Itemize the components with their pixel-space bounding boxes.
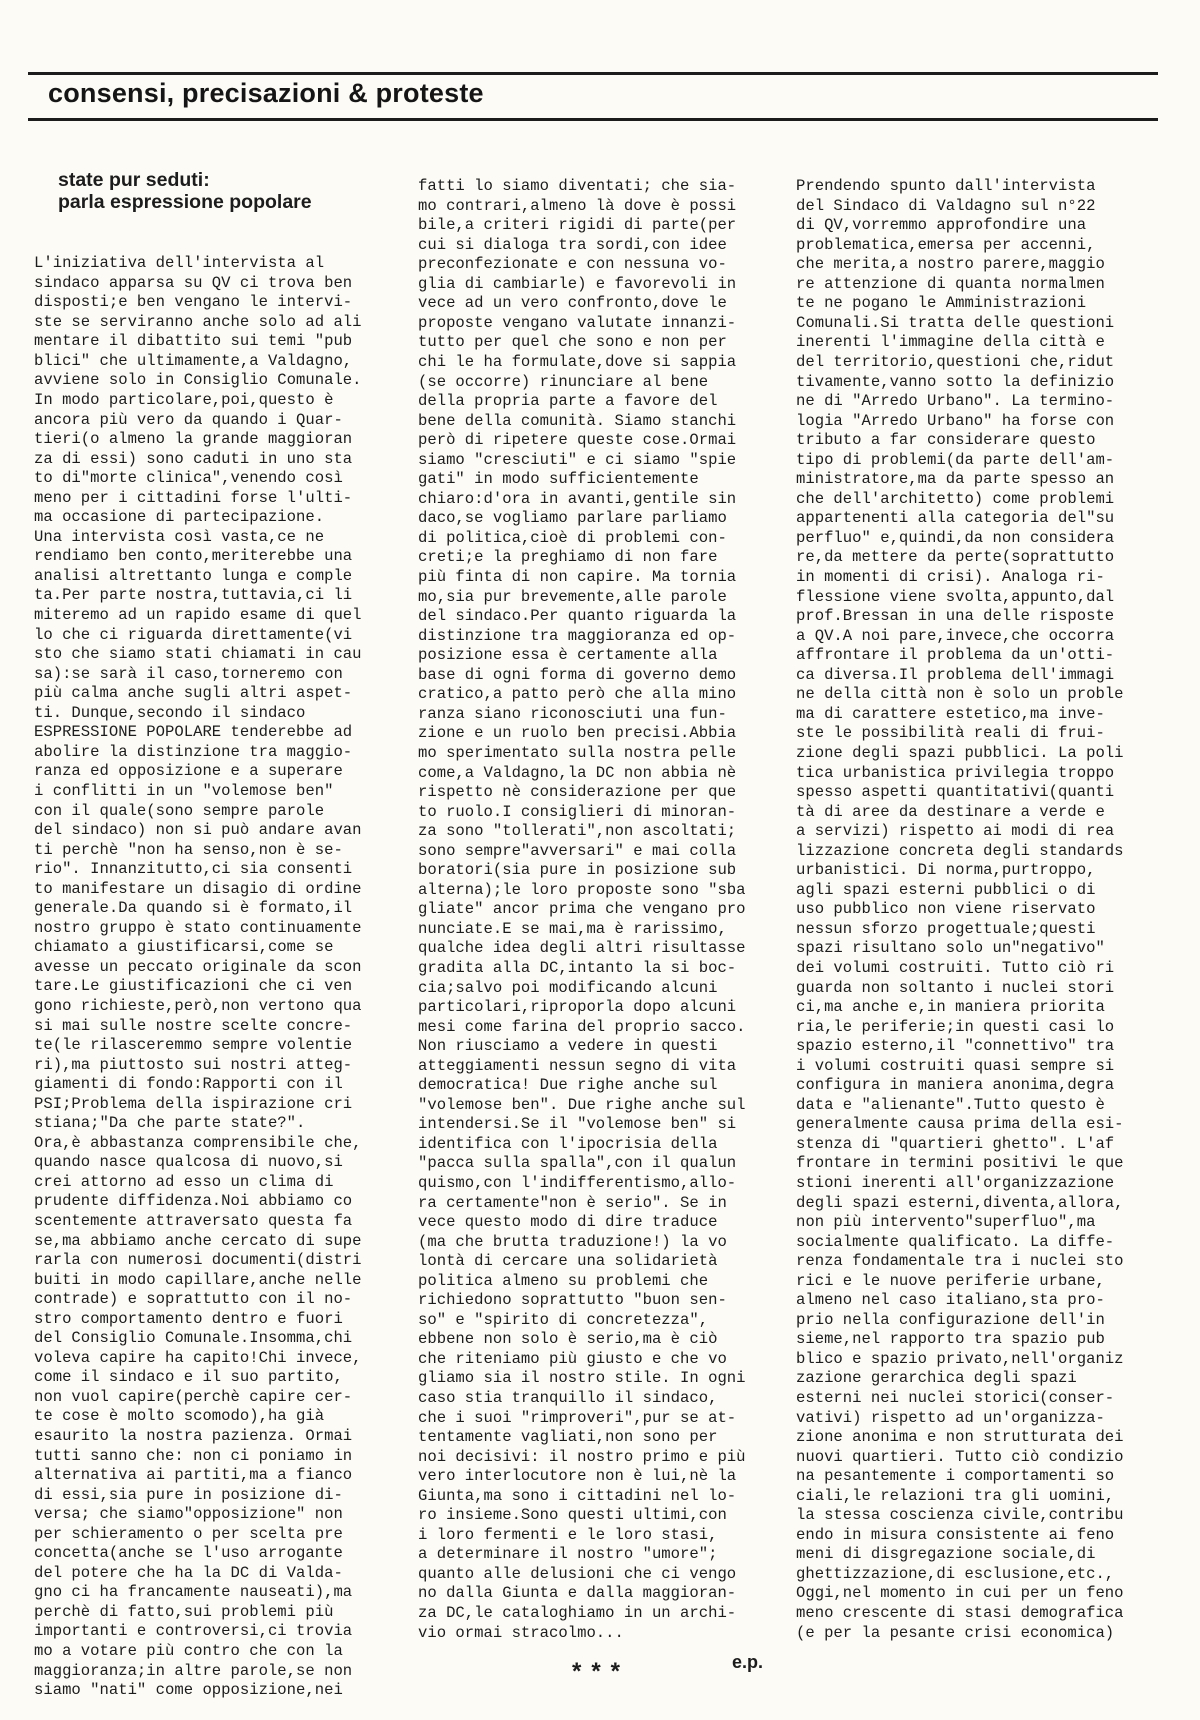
- column-3-line: ne della città non è solo un proble: [796, 685, 1124, 704]
- column-1-line: to di"morte clinica",venendo così: [34, 469, 343, 488]
- column-2: [418, 138, 746, 1663]
- column-2-line: to ruolo.I consiglieri di minoran-: [418, 802, 737, 821]
- column-2-line: vero interlocutore non è lui,nè la: [418, 1467, 737, 1486]
- column-2-line: ro insieme.Sono questi ultimi,con: [418, 1506, 727, 1525]
- column-3-line: almeno nel caso italiano,sta pro-: [796, 1291, 1105, 1310]
- column-2-line: cratico,a patto però che alla mino: [418, 685, 737, 704]
- column-1-line: del potere che ha la DC di Valda-: [34, 1563, 343, 1582]
- column-1-line: del sindaco) non si può andare avan: [34, 821, 362, 840]
- column-1-line: con il quale(sono sempre parole: [34, 801, 325, 820]
- column-3-line: tà di aree da destinare a verde e: [796, 802, 1105, 821]
- column-1-line: importanti e controversi,ci trovia: [34, 1622, 353, 1641]
- column-3-line: data e "alienante".Tutto questo è: [796, 1095, 1105, 1114]
- column-2-line: nunciate.E se mai,ma è rarissimo,: [418, 919, 727, 938]
- column-3-line: sieme,nel rapporto tra spazio pub: [796, 1330, 1105, 1349]
- column-1-line: sindaco apparsa su QV ci trova ben: [34, 273, 353, 292]
- column-3-line: del Sindaco di Valdagno sul n°22: [796, 196, 1096, 215]
- column-1-line: ranza ed opposizione e a superare: [34, 762, 343, 781]
- column-3-line: generalmente causa prima della esi-: [796, 1115, 1124, 1134]
- column-2-line: quismo,con l'indifferentismo,allo-: [418, 1173, 737, 1192]
- column-1-line: Una intervista così vasta,ce ne: [34, 527, 325, 546]
- column-1-line: te(le rilasceremmo sempre volentie: [34, 1036, 353, 1055]
- column-2-line: gliate" ancor prima che vengano pro: [418, 900, 746, 919]
- column-2-line: (se occorre) rinunciare al bene: [418, 372, 709, 391]
- column-2-line: Giunta,ma sono i cittadini nel lo-: [418, 1486, 737, 1505]
- column-2-line: particolari,riproporla dopo alcuni: [418, 998, 737, 1017]
- column-3-line: i volumi costruiti quasi sempre si: [796, 1056, 1115, 1075]
- column-3-line: prof.Bressan in una delle risposte: [796, 607, 1115, 626]
- column-3-line: Comunali.Si tratta delle questioni: [796, 313, 1115, 332]
- column-1-line: del Consiglio Comunale.Insomma,chi: [34, 1329, 353, 1348]
- column-2-line: qualche idea degli altri risultasse: [418, 939, 746, 958]
- column-2-body: [418, 177, 746, 1643]
- column-2-line: vece questo modo di dire traduce: [418, 1213, 718, 1232]
- column-1-line: chiamato a giustificarsi,come se: [34, 938, 334, 957]
- column-2-line: creti;e la preghiamo di non fare: [418, 548, 718, 567]
- column-1-line: maggioranza;in altre parole,se non: [34, 1661, 353, 1680]
- column-3-line: frontare in termini positivi le que: [796, 1154, 1124, 1173]
- column-3-line: spesso aspetti quantitativi(quanti: [796, 783, 1115, 802]
- column-3-line: configura in maniera anonima,degra: [796, 1076, 1115, 1095]
- author-signature: e.p.: [732, 1652, 764, 1672]
- column-3-line: lizzazione concreta degli standards: [796, 841, 1124, 860]
- column-1-line: miteremo ad un rapido esame di quel: [34, 606, 362, 625]
- column-3-line: appartenenti alla categoria del"su: [796, 509, 1115, 528]
- column-1-line: esaurito la nostra pazienza. Ormai: [34, 1427, 353, 1445]
- column-2-line: gati" in modo sufficientemente: [418, 470, 699, 489]
- column-3-line: logia "Arredo Urbano" ha forse con: [796, 411, 1115, 430]
- column-2-line: vio ormai stracolmo...: [418, 1623, 624, 1642]
- column-1-line: sto che siamo stati chiamati in cau: [34, 645, 362, 664]
- column-3-line: endo in misura consistente ai feno: [796, 1525, 1115, 1544]
- column-1-line: avviene solo in Consiglio Comunale.: [34, 371, 362, 390]
- column-2-line: distinzione tra maggioranza ed op-: [418, 626, 737, 645]
- column-3-line: ci,ma anche e,in maniera priorita: [796, 998, 1105, 1017]
- column-1-line: si mai sulle nostre scelte concre-: [34, 1016, 353, 1035]
- column-1-line: contrade) e soprattutto con il no-: [34, 1290, 353, 1309]
- title-rule: [28, 118, 1158, 121]
- column-2-line: della propria parte a favore del: [418, 392, 718, 411]
- column-2-line: mo contrari,almeno là dove è possi: [418, 196, 737, 215]
- column-3-line: ste le possibilità reali di frui-: [796, 724, 1105, 743]
- column-2-line: cia;salvo poi modificando alcuni: [418, 978, 718, 997]
- column-1-line: mo a votare più contro che con la: [34, 1642, 343, 1661]
- column-2-line: preconfezionate e con nessuna vo-: [418, 255, 727, 274]
- column-1-line: gono richieste,però,non vertono qua: [34, 996, 362, 1015]
- column-3-line: di QV,vorremmo approfondire una: [796, 216, 1087, 235]
- column-1-line: rendiamo ben conto,meriterebbe una: [34, 547, 353, 566]
- column-2-line: richiedono soprattutto "buon sen-: [418, 1291, 727, 1310]
- section-title: consensi, precisazioni & proteste: [48, 78, 484, 108]
- column-3-line: nessun sforzo progettuale;questi: [796, 919, 1096, 938]
- column-2-line: (ma che brutta traduzione!) la vo: [418, 1232, 727, 1251]
- column-3-line: nuovi quartieri. Tutto ciò condizio: [796, 1447, 1124, 1466]
- column-3-line: a servizi) rispetto ai modi di rea: [796, 822, 1115, 841]
- article-title-line-1: state pur seduti:: [58, 169, 210, 192]
- column-1-line: quando nasce qualcosa di nuovo,si: [34, 1153, 343, 1172]
- column-2-line: noi decisivi: il nostro primo e più: [418, 1447, 746, 1466]
- column-3-line: rici e le nuove periferie urbane,: [796, 1271, 1105, 1290]
- column-3-line: uso pubblico non viene riservato: [796, 900, 1096, 919]
- end-of-article-stars: ***: [572, 1658, 631, 1685]
- column-3-line: del territorio,questioni che,ridut: [796, 353, 1115, 372]
- column-1-line: per schieramento o per scelta pre: [34, 1524, 343, 1543]
- column-3-line: dei volumi costruiti. Tutto ciò ri: [796, 958, 1115, 977]
- column-2-line: chiaro:d'ora in avanti,gentile sin: [418, 489, 737, 508]
- column-3-line: stioni inerenti all'organizzazione: [796, 1173, 1115, 1192]
- column-3-line: Oggi,nel momento in cui per un feno: [796, 1584, 1124, 1603]
- column-1-line: di essi,sia pure in posizione di-: [34, 1485, 343, 1504]
- column-2-line: ranza siano riconosciuti una fun-: [418, 704, 727, 723]
- column-1-line: siamo "nati" come opposizione,nei: [34, 1681, 343, 1700]
- column-1-line: stro comportamento dentro e fuori: [34, 1309, 343, 1328]
- column-3-line: te ne pogano le Amministrazioni: [796, 294, 1087, 313]
- column-3: [796, 138, 1124, 1663]
- column-1-line: perchè di fatto,sui problemi più: [34, 1602, 334, 1621]
- column-2-line: fatti lo siamo diventati; che sia-: [418, 177, 737, 196]
- column-1: [34, 130, 362, 1720]
- column-3-line: blico e spazio privato,nell'organiz: [796, 1349, 1124, 1368]
- column-1-line: te cose è molto scomodo),ha già: [34, 1407, 325, 1426]
- column-3-line: spazio esterno,il "connettivo" tra: [796, 1037, 1115, 1056]
- column-2-line: gliamo sia il nostro stile. In ogni: [418, 1369, 746, 1388]
- column-2-line: caso stia tranquillo il sindaco,: [418, 1389, 718, 1407]
- column-1-line: ri),ma piuttosto sui nostri atteg-: [34, 1055, 353, 1074]
- column-2-line: democratica! Due righe anche sul: [418, 1076, 718, 1095]
- column-2-line: mesi come farina del proprio sacco.: [418, 1017, 746, 1036]
- column-3-line: ca diversa.Il problema dell'immagi: [796, 665, 1115, 684]
- column-2-line: ebbene non solo è serio,ma è ciò: [418, 1330, 718, 1349]
- column-3-line: ne di "Arredo Urbano". La termino-: [796, 392, 1115, 411]
- column-1-line: disposti;e ben vengano le intervi-: [34, 293, 353, 312]
- column-2-line: chi le ha formulate,dove si sappia: [418, 353, 737, 372]
- column-3-body: [796, 177, 1124, 1643]
- column-1-line: L'iniziativa dell'intervista al: [34, 254, 325, 273]
- column-3-line: problematica,emersa per accenni,: [796, 235, 1096, 254]
- column-2-line: cui si dialoga tra sordi,con idee: [418, 235, 727, 254]
- column-3-line: a QV.A noi pare,invece,che occorra: [796, 626, 1115, 645]
- column-3-line: affrontare il problema da un'otti-: [796, 646, 1115, 665]
- column-2-line: bile,a criteri rigidi di parte(per: [418, 216, 737, 235]
- column-3-line: zione degli spazi pubblici. La poli: [796, 743, 1124, 762]
- column-2-line: proposte vengano valutate innanzi-: [418, 313, 737, 332]
- column-1-line: to manifestare un disagio di ordine: [34, 879, 362, 898]
- column-2-line: tentamente vagliati,non sono per: [418, 1428, 718, 1447]
- column-3-line: na pesantemente i comportamenti so: [796, 1467, 1115, 1486]
- column-3-line: degli spazi esterni,diventa,allora,: [796, 1193, 1124, 1212]
- column-3-line: renza fondamentale tra i nuclei sto: [796, 1252, 1124, 1271]
- article-title: [58, 169, 362, 213]
- column-3-line: stenza di "quartieri ghetto". L'af: [796, 1134, 1115, 1153]
- column-3-line: Prendendo spunto dall'intervista: [796, 177, 1096, 196]
- column-3-line: ghettizzazione,di esclusione,etc.,: [796, 1564, 1115, 1583]
- column-3-line: tivamente,vanno sotto la definizio: [796, 372, 1115, 391]
- column-2-line: quanto alle delusioni che ci vengo: [418, 1564, 737, 1583]
- column-3-line: re attenzione di quanta normalmen: [796, 274, 1105, 293]
- column-2-line: siamo "cresciuti" e ci siamo "spie: [418, 450, 737, 469]
- column-2-line: identifica con l'ipocrisia della: [418, 1134, 718, 1153]
- column-2-line: di politica,cioè di problemi con-: [418, 528, 727, 547]
- column-1-line: i conflitti in un "volemose ben": [34, 781, 334, 800]
- column-2-line: za sono "tollerati",non ascoltati;: [418, 822, 737, 841]
- column-3-line: inerenti l'immagine della città e: [796, 333, 1105, 352]
- column-1-line: tare.Le giustificazioni che ci ven: [34, 977, 353, 996]
- column-3-line: prio nella configurazione dell'in: [796, 1310, 1105, 1329]
- column-1-line: nostro gruppo è stato continuamente: [34, 918, 362, 937]
- column-1-line: ancora più vero da quando i Quar-: [34, 410, 343, 429]
- column-1-line: prudente diffidenza.Noi abbiamo co: [34, 1192, 353, 1211]
- column-3-line: guarda non soltanto i nuclei stori: [796, 978, 1115, 997]
- column-1-line: lo che ci riguarda direttamente(vi: [34, 625, 353, 644]
- column-2-line: intendersi.Se il "volemose ben" si: [418, 1115, 737, 1134]
- column-2-line: però di ripetere queste cose.Ormai: [418, 431, 737, 450]
- column-2-line: glia di cambiarle) e favorevoli in: [418, 274, 737, 293]
- column-3-line: meno crescente di stasi demografica: [796, 1604, 1124, 1623]
- article-title-line-2: parla espressione popolare: [58, 191, 312, 214]
- column-1-line: più calma anche sugli altri aspet-: [34, 684, 353, 703]
- column-2-line: gradita alla DC,intanto la si boc-: [418, 958, 737, 977]
- column-2-line: Non riusciamo a vedere in questi: [418, 1037, 718, 1056]
- column-1-line: non vuol capire(perchè capire cer-: [34, 1387, 353, 1406]
- column-2-line: del sindaco.Per quanto riguarda la: [418, 607, 737, 626]
- column-2-line: sono sempre"avversari" e mai colla: [418, 841, 737, 860]
- column-1-line: ESPRESSIONE POPOLARE tenderebbe ad: [34, 723, 353, 742]
- column-1-line: se,ma abbiamo anche cercato di supe: [34, 1231, 362, 1250]
- column-2-line: daco,se vogliamo parlare parliamo: [418, 509, 727, 528]
- column-1-line: ti. Dunque,secondo il sindaco: [34, 703, 306, 722]
- column-1-line: giamenti di fondo:Rapporti con il: [34, 1075, 343, 1094]
- column-3-line: la stessa coscienza civile,contribu: [796, 1506, 1124, 1525]
- column-1-line: PSI;Problema della ispirazione cri: [34, 1094, 353, 1113]
- column-1-line: In modo particolare,poi,questo è: [34, 391, 334, 410]
- column-1-line: come il sindaco e il suo partito,: [34, 1368, 343, 1387]
- column-2-line: "volemose ben". Due righe anche sul: [418, 1095, 746, 1114]
- column-2-line: vece ad un vero confronto,dove le: [418, 294, 727, 313]
- column-3-line: esterni nei nuclei storici(conser-: [796, 1389, 1115, 1407]
- column-3-line: ministratore,ma da parte spesso an: [796, 470, 1115, 489]
- column-3-line: urbanistici. Di norma,purtroppo,: [796, 861, 1096, 880]
- column-3-line: ma di carattere estetico,ma inve-: [796, 704, 1105, 723]
- column-1-line: crei attorno ad esso un clima di: [34, 1172, 334, 1191]
- column-3-line: perfluo" e,quindi,da non considera: [796, 528, 1115, 547]
- column-2-line: no dalla Giunta e dalla maggioran-: [418, 1584, 737, 1603]
- column-1-line: gno ci ha francamente nauseati),ma: [34, 1583, 353, 1602]
- column-2-line: che i suoi "rimproveri",pur se at-: [418, 1408, 737, 1427]
- column-1-line: analisi altrettanto lunga e comple: [34, 566, 353, 585]
- column-1-line: generale.Da quando si è formato,il: [34, 899, 353, 918]
- column-1-line: rarla con numerosi documenti(distri: [34, 1251, 362, 1270]
- column-1-line: scentemente attraversato questa fa: [34, 1211, 353, 1230]
- column-1-line: stiana;"Da che parte state?".: [34, 1114, 306, 1133]
- column-3-line: non più intervento"superfluo",ma: [796, 1213, 1096, 1232]
- column-1-line: ti perchè "non ha senso,non è se-: [34, 840, 343, 859]
- column-1-line: Ora,è abbastanza comprensibile che,: [34, 1133, 362, 1152]
- column-2-line: a determinare il nostro "umore";: [418, 1545, 718, 1564]
- column-2-line: posizione essa è certamente alla: [418, 646, 718, 665]
- column-3-line: (e per la pesante crisi economica): [796, 1623, 1115, 1642]
- column-1-line: ste se serviranno anche solo ad ali: [34, 312, 362, 331]
- column-1-line: voleva capire ha capito!Chi invece,: [34, 1348, 362, 1367]
- column-3-line: re,da mettere da perte(soprattutto: [796, 548, 1115, 567]
- column-3-line: tica urbanistica privilegia troppo: [796, 763, 1115, 782]
- column-3-line: in momenti di crisi). Analoga ri-: [796, 568, 1105, 587]
- column-2-line: bene della comunità. Siamo stanchi: [418, 411, 737, 430]
- column-3-line: zazione gerarchica degli spazi: [796, 1369, 1077, 1388]
- column-2-line: che riteniamo più giusto e che vo: [418, 1349, 727, 1368]
- top-rule: [28, 72, 1158, 75]
- column-2-line: "pacca sulla spalla",con il qualun: [418, 1154, 737, 1173]
- column-2-line: politica almeno su problemi che: [418, 1271, 709, 1290]
- column-1-line: ta.Per parte nostra,tuttavia,ci li: [34, 586, 353, 605]
- column-3-line: meni di disgregazione sociale,di: [796, 1545, 1096, 1564]
- column-2-line: base di ogni forma di governo demo: [418, 665, 737, 684]
- column-3-line: tributo a far considerare questo: [796, 431, 1096, 450]
- column-1-line: buiti in modo capillare,anche nelle: [34, 1270, 362, 1289]
- column-3-line: tipo di problemi(da parte dell'am-: [796, 450, 1115, 469]
- column-2-line: più finta di non capire. Ma tornia: [418, 568, 737, 587]
- column-1-line: mentare il dibattito sui temi "pub: [34, 332, 353, 351]
- column-2-line: come,a Valdagno,la DC non abbia nè: [418, 763, 737, 782]
- column-2-line: so" e "spirito di concretezza",: [418, 1310, 709, 1329]
- column-3-line: zione anonima e non strutturata dei: [796, 1428, 1124, 1447]
- column-3-line: che dell'architetto) come problemi: [796, 489, 1115, 508]
- column-2-line: atteggiamenti nessun segno di vita: [418, 1056, 737, 1075]
- column-3-line: vativi) rispetto ad un'organizza-: [796, 1408, 1105, 1427]
- column-3-line: socialmente qualificato. La diffe-: [796, 1232, 1115, 1251]
- column-2-line: mo,sia pur brevemente,alle parole: [418, 587, 727, 606]
- column-3-line: agli spazi esterni pubblici o di: [796, 880, 1096, 899]
- column-2-line: rispetto nè considerazione per que: [418, 783, 737, 802]
- column-2-line: za DC,le cataloghiamo in un archi-: [418, 1604, 737, 1623]
- column-1-line: meno per i cittadini forse l'ulti-: [34, 488, 353, 507]
- column-1-line: ma occasione di partecipazione.: [34, 508, 325, 527]
- column-2-line: tutto per quel che sono e non per: [418, 333, 727, 352]
- column-3-line: ria,le periferie;in questi casi lo: [796, 1017, 1115, 1036]
- column-2-line: lontà di cercare una solidarietà: [418, 1252, 718, 1271]
- column-2-line: i loro fermenti e le loro stasi,: [418, 1525, 718, 1544]
- column-2-line: alterna);le loro proposte sono "sba: [418, 880, 746, 899]
- column-2-line: zione e un ruolo ben precisi.Abbia: [418, 724, 737, 743]
- column-1-line: abolire la distinzione tra maggio-: [34, 742, 353, 761]
- column-1-line: versa; che siamo"opposizione" non: [34, 1505, 343, 1524]
- column-1-body: [34, 254, 362, 1700]
- column-3-line: flessione viene svolta,appunto,dal: [796, 587, 1115, 606]
- column-3-line: spazi risultano solo un"negativo": [796, 939, 1105, 958]
- column-1-line: sa):se sarà il caso,torneremo con: [34, 664, 343, 683]
- column-2-line: mo sperimentato sulla nostra pelle: [418, 743, 737, 762]
- column-2-line: ra certamente"non è serio". Se in: [418, 1193, 727, 1212]
- column-1-line: blici" che ultimamente,a Valdagno,: [34, 351, 353, 370]
- column-1-line: tutti sanno che: non ci poniamo in: [34, 1446, 353, 1465]
- column-1-line: tieri(o almeno la grande maggioran: [34, 430, 353, 449]
- column-1-line: za di essi) sono caduti in uno sta: [34, 449, 353, 468]
- column-1-line: alternativa ai partiti,ma a fianco: [34, 1466, 353, 1485]
- column-1-line: concetta(anche se l'uso arrogante: [34, 1544, 343, 1563]
- column-3-line: che merita,a nostro parere,maggio: [796, 255, 1105, 274]
- column-3-line: ciali,le relazioni tra gli uomini,: [796, 1486, 1115, 1505]
- column-2-line: boratori(sia pure in posizione sub: [418, 861, 737, 880]
- column-1-line: avesse un peccato originale da scon: [34, 957, 362, 976]
- column-1-line: rio". Innanzitutto,ci sia consenti: [34, 860, 353, 879]
